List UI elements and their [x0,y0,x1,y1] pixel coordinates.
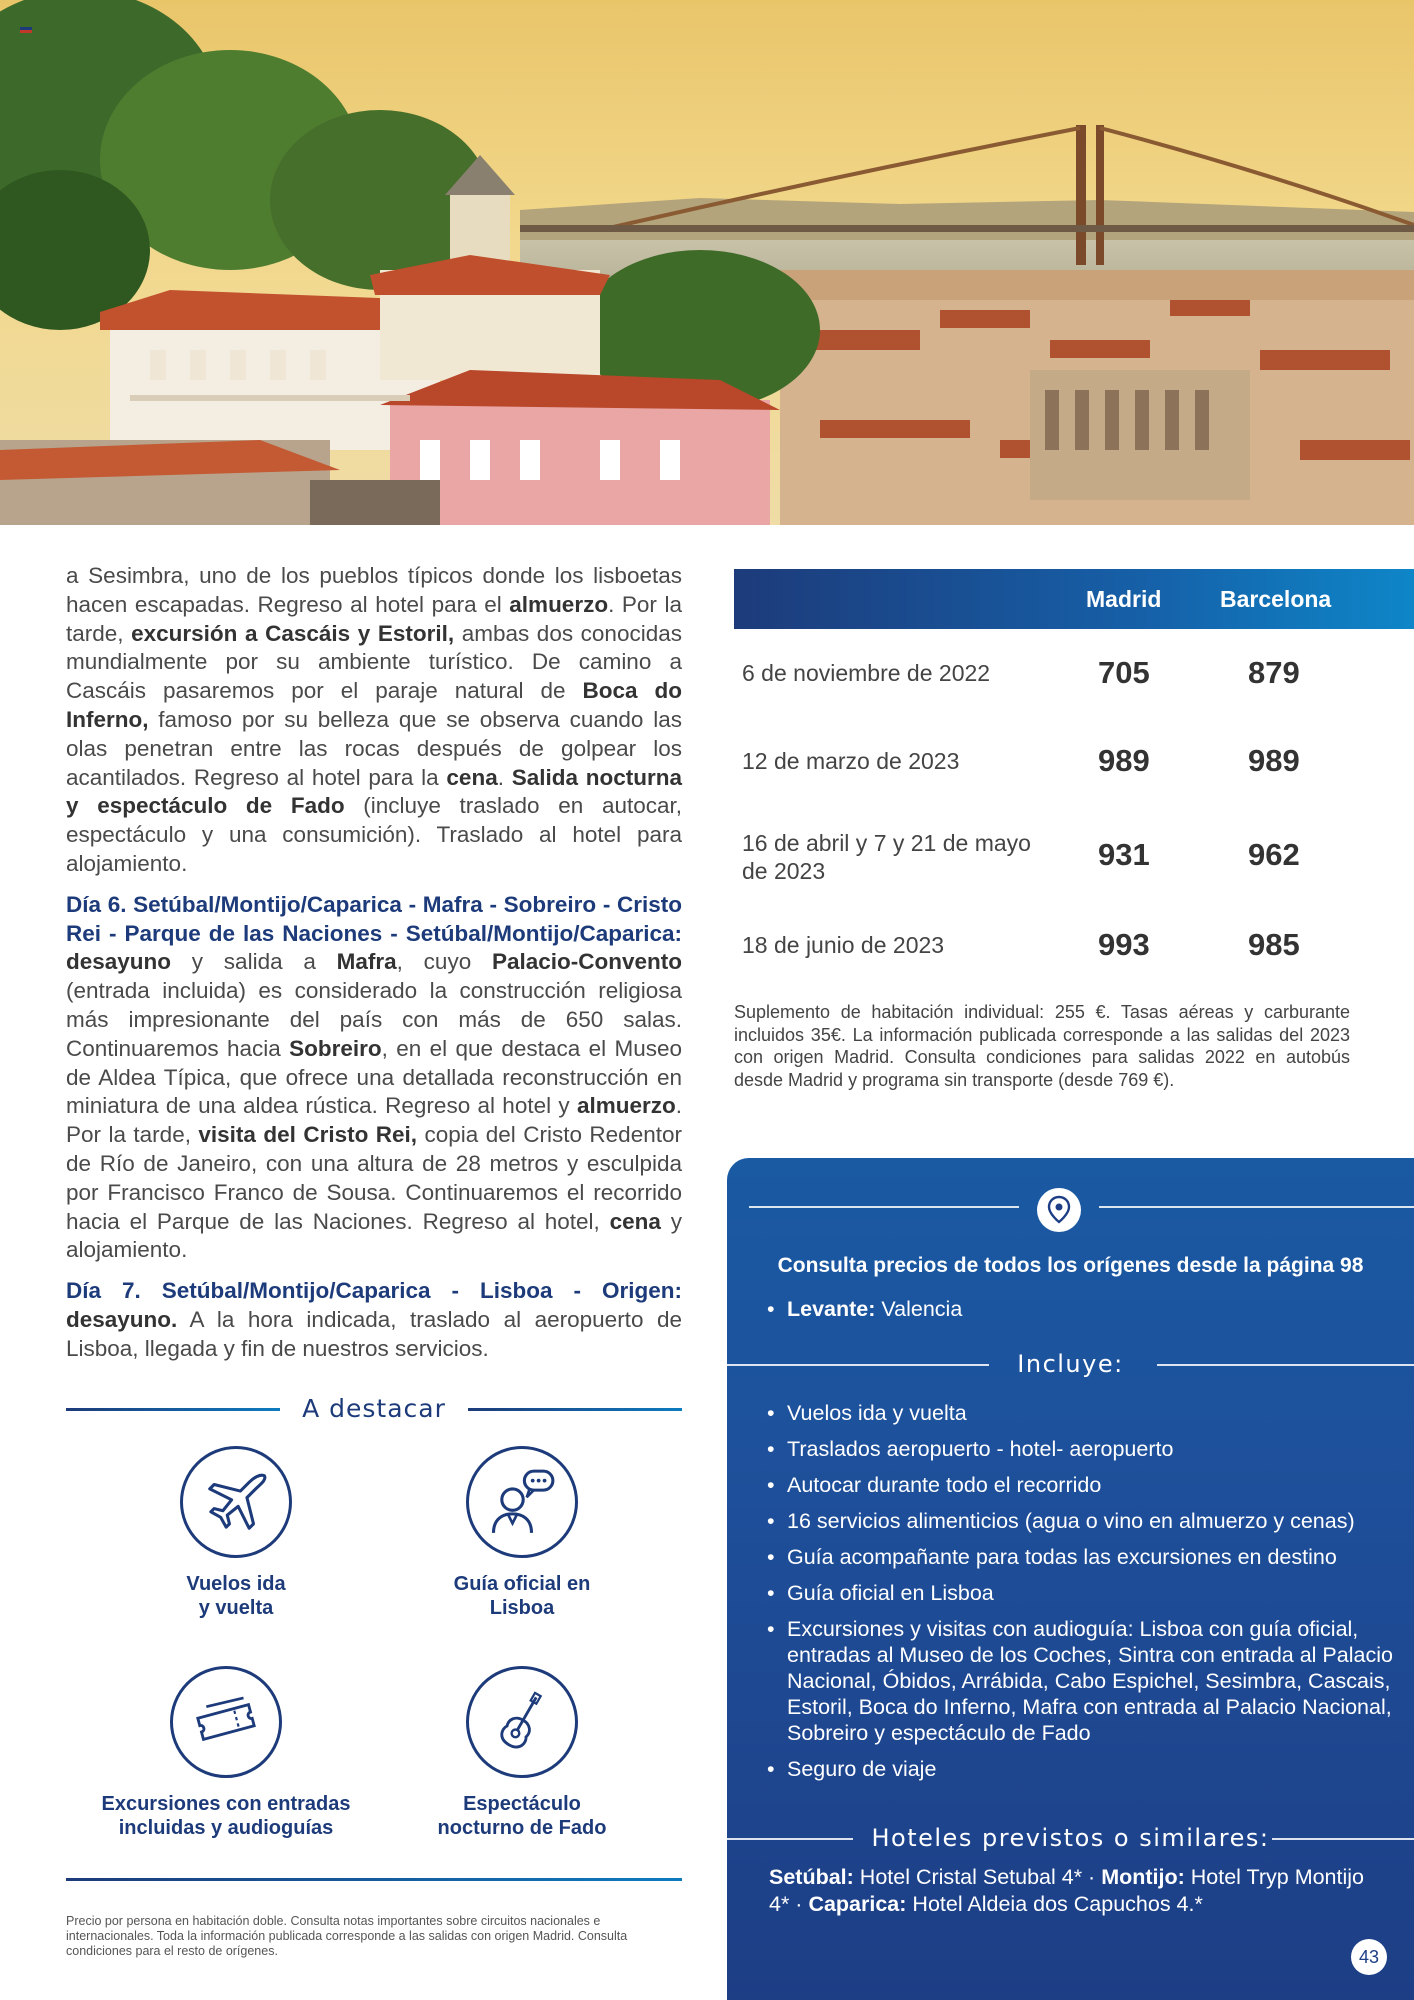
table-row [734,905,1414,993]
hero-photo-lisbon [0,0,1414,525]
price-barcelona: 985 [1248,927,1300,962]
highlights-section [66,1394,682,1880]
text-run: copia del Cristo Redentor de Río de Janeiro, con una altura de 28 metros y esculpida por Francisco Franco de Sousa. Continuaremos el recorrido hacia el Parque de las Naciones. Regreso al hotel, [66,1122,682,1234]
bold-text: Montijo: [1101,1865,1185,1889]
text-run: ambas dos conocidas mundialmente por su ambiente turístico. De camino a Cascáis pasaremos por el paraje natural de [66,620,682,704]
table-row [734,717,1414,805]
departure-date: 6 de noviembre de 2022 [742,660,991,686]
ticket-icon [170,1666,282,1778]
bold-text: Boca do Inferno, [66,678,682,732]
text-run: , en el que destaca el Museo de Aldea Típica, que ofrece una detallada reconstrucción en miniatura de una aldea rústica. Regreso al hotel y [66,1035,682,1119]
text-run: (incluye traslado en autocar, espectáculo y una consumición). Traslado al hotel para alojamiento. [66,793,683,876]
hotels-header: Hoteles previstos o similares: [727,1824,1414,1854]
itinerary-paragraph-day7 [66,1277,682,1363]
list-item: • Guía acompañante para todas las excursiones en destino [765,1544,1395,1570]
text-run: . Por la tarde, [66,591,682,646]
list-item: • Guía oficial en Lisboa [765,1580,1395,1606]
bold-text: Caparica: [808,1892,907,1916]
itinerary-text [66,562,682,1376]
price-barcelona: 879 [1248,655,1300,690]
consult-prices-note: Consulta precios de todos los orígenes desde la página 98 [777,1254,1364,1277]
day-title: Día 7. Setúbal/Montijo/Caparica - Lisboa - Origen: [66,1278,682,1304]
table-row [734,805,1414,905]
text-run: Hotel Aldeia dos Capuchos 4.* [906,1892,1203,1916]
panel-divider [749,1206,1019,1208]
highlight-fado [402,1666,642,1840]
price-note: Suplemento de habitación individual: 255 €. Tasas aéreas y carburante incluidos 35€. La información publicada corresponde a las salidas del 2023 con origen Madrid. Consulta condiciones para salidas 2022 en autobús desde Madrid y programa sin transporte (desde 769 €). [734,1002,1350,1090]
price-madrid: 989 [1098,743,1150,778]
column-madrid: Madrid [1086,586,1162,612]
airplane-icon [180,1446,292,1558]
bold-text: excursión a Cascáis y Estoril, [131,620,455,646]
list-item: • Autocar durante todo el recorrido [765,1472,1395,1498]
bold-text: Mafra [336,949,397,975]
list-item: • Levante: Valencia [765,1296,1381,1322]
includes-list [765,1400,1395,1792]
text-run: Hotel Cristal Setubal 4* · [853,1865,1102,1889]
bold-text: desayuno [66,949,172,975]
bold-text: Salida nocturna y espectáculo de Fado [66,764,682,819]
text-run: famoso por su belleza que se observa cuando las olas penetran entre las rocas después de golpear los acantilados. Regreso al hotel para la [66,706,682,790]
price-madrid: 705 [1098,655,1150,690]
bold-text: cena [446,764,498,790]
list-item: • Traslados aeropuerto - hotel- aeropuerto [765,1436,1395,1462]
bold-text: Sobreiro [289,1035,382,1061]
list-item: • Vuelos ida y vuelta [765,1400,1395,1426]
price-madrid: 931 [1098,837,1150,872]
departure-date: 18 de junio de 2023 [742,932,945,958]
text-run: Hotel Tryp Montijo 4* · [769,1865,1364,1916]
list-item: • 16 servicios alimenticios (agua o vino en almuerzo y cenas) [765,1508,1395,1534]
location-pin-icon [1037,1188,1081,1232]
bold-text: visita del Cristo Rei, [198,1122,418,1148]
flag-mark [20,20,32,26]
highlight-guide [402,1446,642,1620]
highlight-flights [146,1446,326,1620]
text-run: A la hora indicada, traslado al aeropuerto de Lisboa, llegada y fin de nuestros servicios. [66,1306,682,1361]
table-row [734,629,1414,717]
text-run: a Sesimbra, uno de los pueblos típicos donde los lisboetas hacen escapadas. Regreso al hotel para el [66,563,682,617]
day-title: Día 6. Setúbal/Montijo/Caparica - Mafra - Sobreiro - Cristo Rei - Parque de las Naciones - Setúbal/Montijo/Caparica: [66,891,682,946]
bold-text: almuerzo [509,591,609,617]
hotels-list [769,1864,1369,1918]
list-item: • Seguro de viaje [765,1756,1395,1782]
text-run: . [497,764,512,790]
itinerary-paragraph-day5 [66,562,682,879]
bold-text: desayuno. [66,1306,178,1332]
departure-date: 16 de abril y 7 y 21 de mayo de 2023 [742,830,1031,884]
guitar-icon [466,1666,578,1778]
highlights-title: A destacar [66,1394,682,1423]
price-table [734,569,1414,1091]
price-barcelona: 962 [1248,837,1300,872]
price-table-header [734,569,1414,629]
highlight-fado-label: Espectáculo nocturno de Fado [437,1793,607,1839]
text-run: , cuyo [396,949,492,975]
bold-text: Setúbal: [769,1865,854,1889]
text-run: y alojamiento. [66,1208,682,1263]
bold-text: almuerzo [576,1093,676,1119]
bold-text: cena [609,1208,661,1234]
departure-date: 12 de marzo de 2023 [742,748,960,774]
list-item: • Excursiones y visitas con audioguía: Lisboa con guía oficial, entradas al Museo de los Coches, Sintra con entrada al Palacio Nacional, Óbidos, Arrábida, Cabo Espichel, Sesimbra, Cascais, Estoril, Boca do Inferno, Mafra con entrada al Palacio Nacional, Sobreiro y espectáculo de Fado [765,1616,1395,1746]
column-barcelona: Barcelona [1220,586,1332,612]
highlight-guide-label: Guía oficial en Lisboa [453,1573,591,1619]
bold-text: Palacio-Convento [491,949,683,975]
text-run: y salida a [171,949,337,975]
highlight-excursions [86,1666,366,1840]
price-barcelona: 989 [1248,743,1300,778]
text-run: . Por la tarde, [66,1093,682,1148]
text-run: (entrada incluida) es considerado la construcción religiosa más impresionante del país con más de 650 salas. Continuaremos hacia [66,978,682,1061]
origins-list [765,1296,1381,1332]
includes-header: Incluye: [727,1350,1414,1380]
page-number: 43 [1351,1939,1387,1975]
highlights-bottom-line [66,1878,682,1881]
panel-divider [1099,1206,1414,1208]
guide-icon [466,1446,578,1558]
price-footnote: Precio por persona en habitación doble. Consulta notas importantes sobre circuitos nacionales e internacionales. Toda la información publicada corresponde a las salidas con origen Madrid. Consulta condiciones para el resto de orígenes. [66,1914,628,1958]
itinerary-paragraph-day6 [66,891,682,1265]
price-madrid: 993 [1098,927,1150,962]
highlight-excursions-label: Excursiones con entradas incluidas y audioguías [101,1793,351,1839]
highlight-flights-label: Vuelos ida y vuelta [186,1573,286,1619]
